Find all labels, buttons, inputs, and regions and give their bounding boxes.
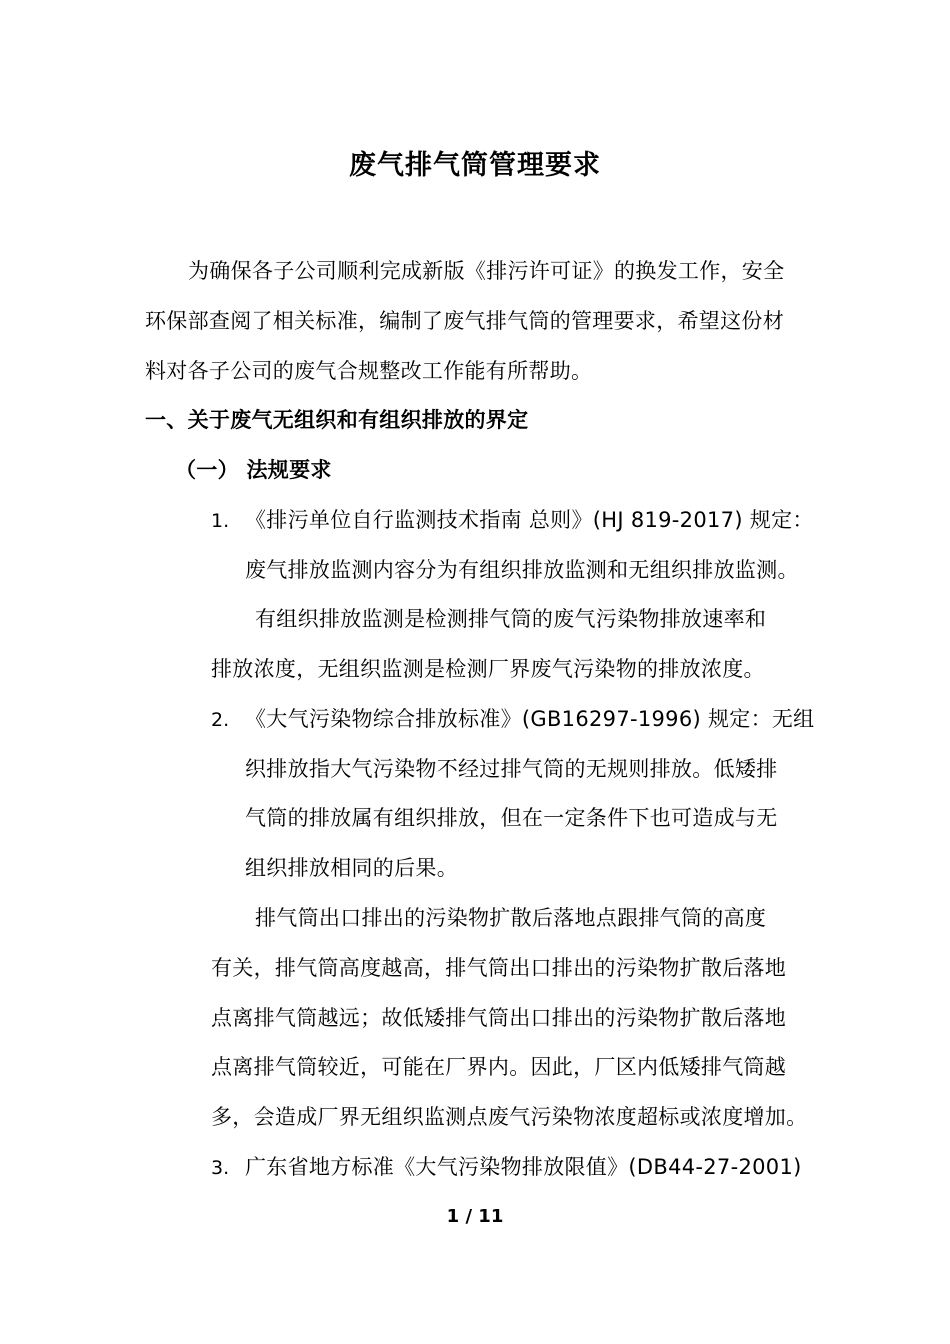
item-2-line-2: 织排放指大气污染物不经过排气筒的无规则排放。低矮排 xyxy=(245,757,778,781)
para-2-line-4: 点离排气筒较近，可能在厂界内。因此，厂区内低矮排气筒越 xyxy=(211,1055,787,1079)
item-3-line-1: 广东省地方标准《大气污染物排放限值》(DB44-27-2001) xyxy=(245,1155,802,1179)
section-heading: 一、关于废气无组织和有组织排放的界定 xyxy=(145,408,529,432)
para-1-line-1: 有组织排放监测是检测排气筒的废气污染物排放速率和 xyxy=(255,607,767,631)
para-2-line-2: 有关，排气筒高度越高，排气筒出口排出的污染物扩散后落地 xyxy=(211,956,787,980)
intro-line-2: 环保部查阅了相关标准，编制了废气排气筒的管理要求，希望这份材 xyxy=(145,309,784,333)
subsection-heading: （一） 法规要求 xyxy=(175,458,332,482)
para-2-line-1: 排气筒出口排出的污染物扩散后落地点跟排气筒的高度 xyxy=(255,906,767,930)
item-number-1: 1. xyxy=(211,510,230,532)
item-number-2: 2. xyxy=(211,709,230,731)
intro-line-1: 为确保各子公司顺利完成新版《排污许可证》的换发工作，安全 xyxy=(188,259,785,283)
page-number: 1 / 11 xyxy=(446,1206,504,1227)
para-1-line-2: 排放浓度，无组织监测是检测厂界废气污染物的排放浓度。 xyxy=(211,657,765,681)
document-title: 废气排气筒管理要求 xyxy=(349,150,601,181)
para-2-line-5: 多，会造成厂界无组织监测点废气污染物浓度超标或浓度增加。 xyxy=(211,1105,808,1129)
para-2-line-3: 点离排气筒越远；故低矮排气筒出口排出的污染物扩散后落地 xyxy=(211,1006,787,1030)
item-2-line-4: 组织排放相同的后果。 xyxy=(245,856,458,880)
intro-line-3: 料对各子公司的废气合规整改工作能有所帮助。 xyxy=(145,359,593,383)
item-1-line-1: 《排污单位自行监测技术指南 总则》(HJ 819-2017) 规定： xyxy=(245,508,814,532)
item-number-3: 3. xyxy=(211,1157,230,1179)
item-1-line-2: 废气排放监测内容分为有组织排放监测和无组织排放监测。 xyxy=(245,558,799,582)
item-2-line-1: 《大气污染物综合排放标准》(GB16297-1996) 规定：无组 xyxy=(245,707,815,731)
item-2-line-3: 气筒的排放属有组织排放，但在一定条件下也可造成与无 xyxy=(245,806,778,830)
